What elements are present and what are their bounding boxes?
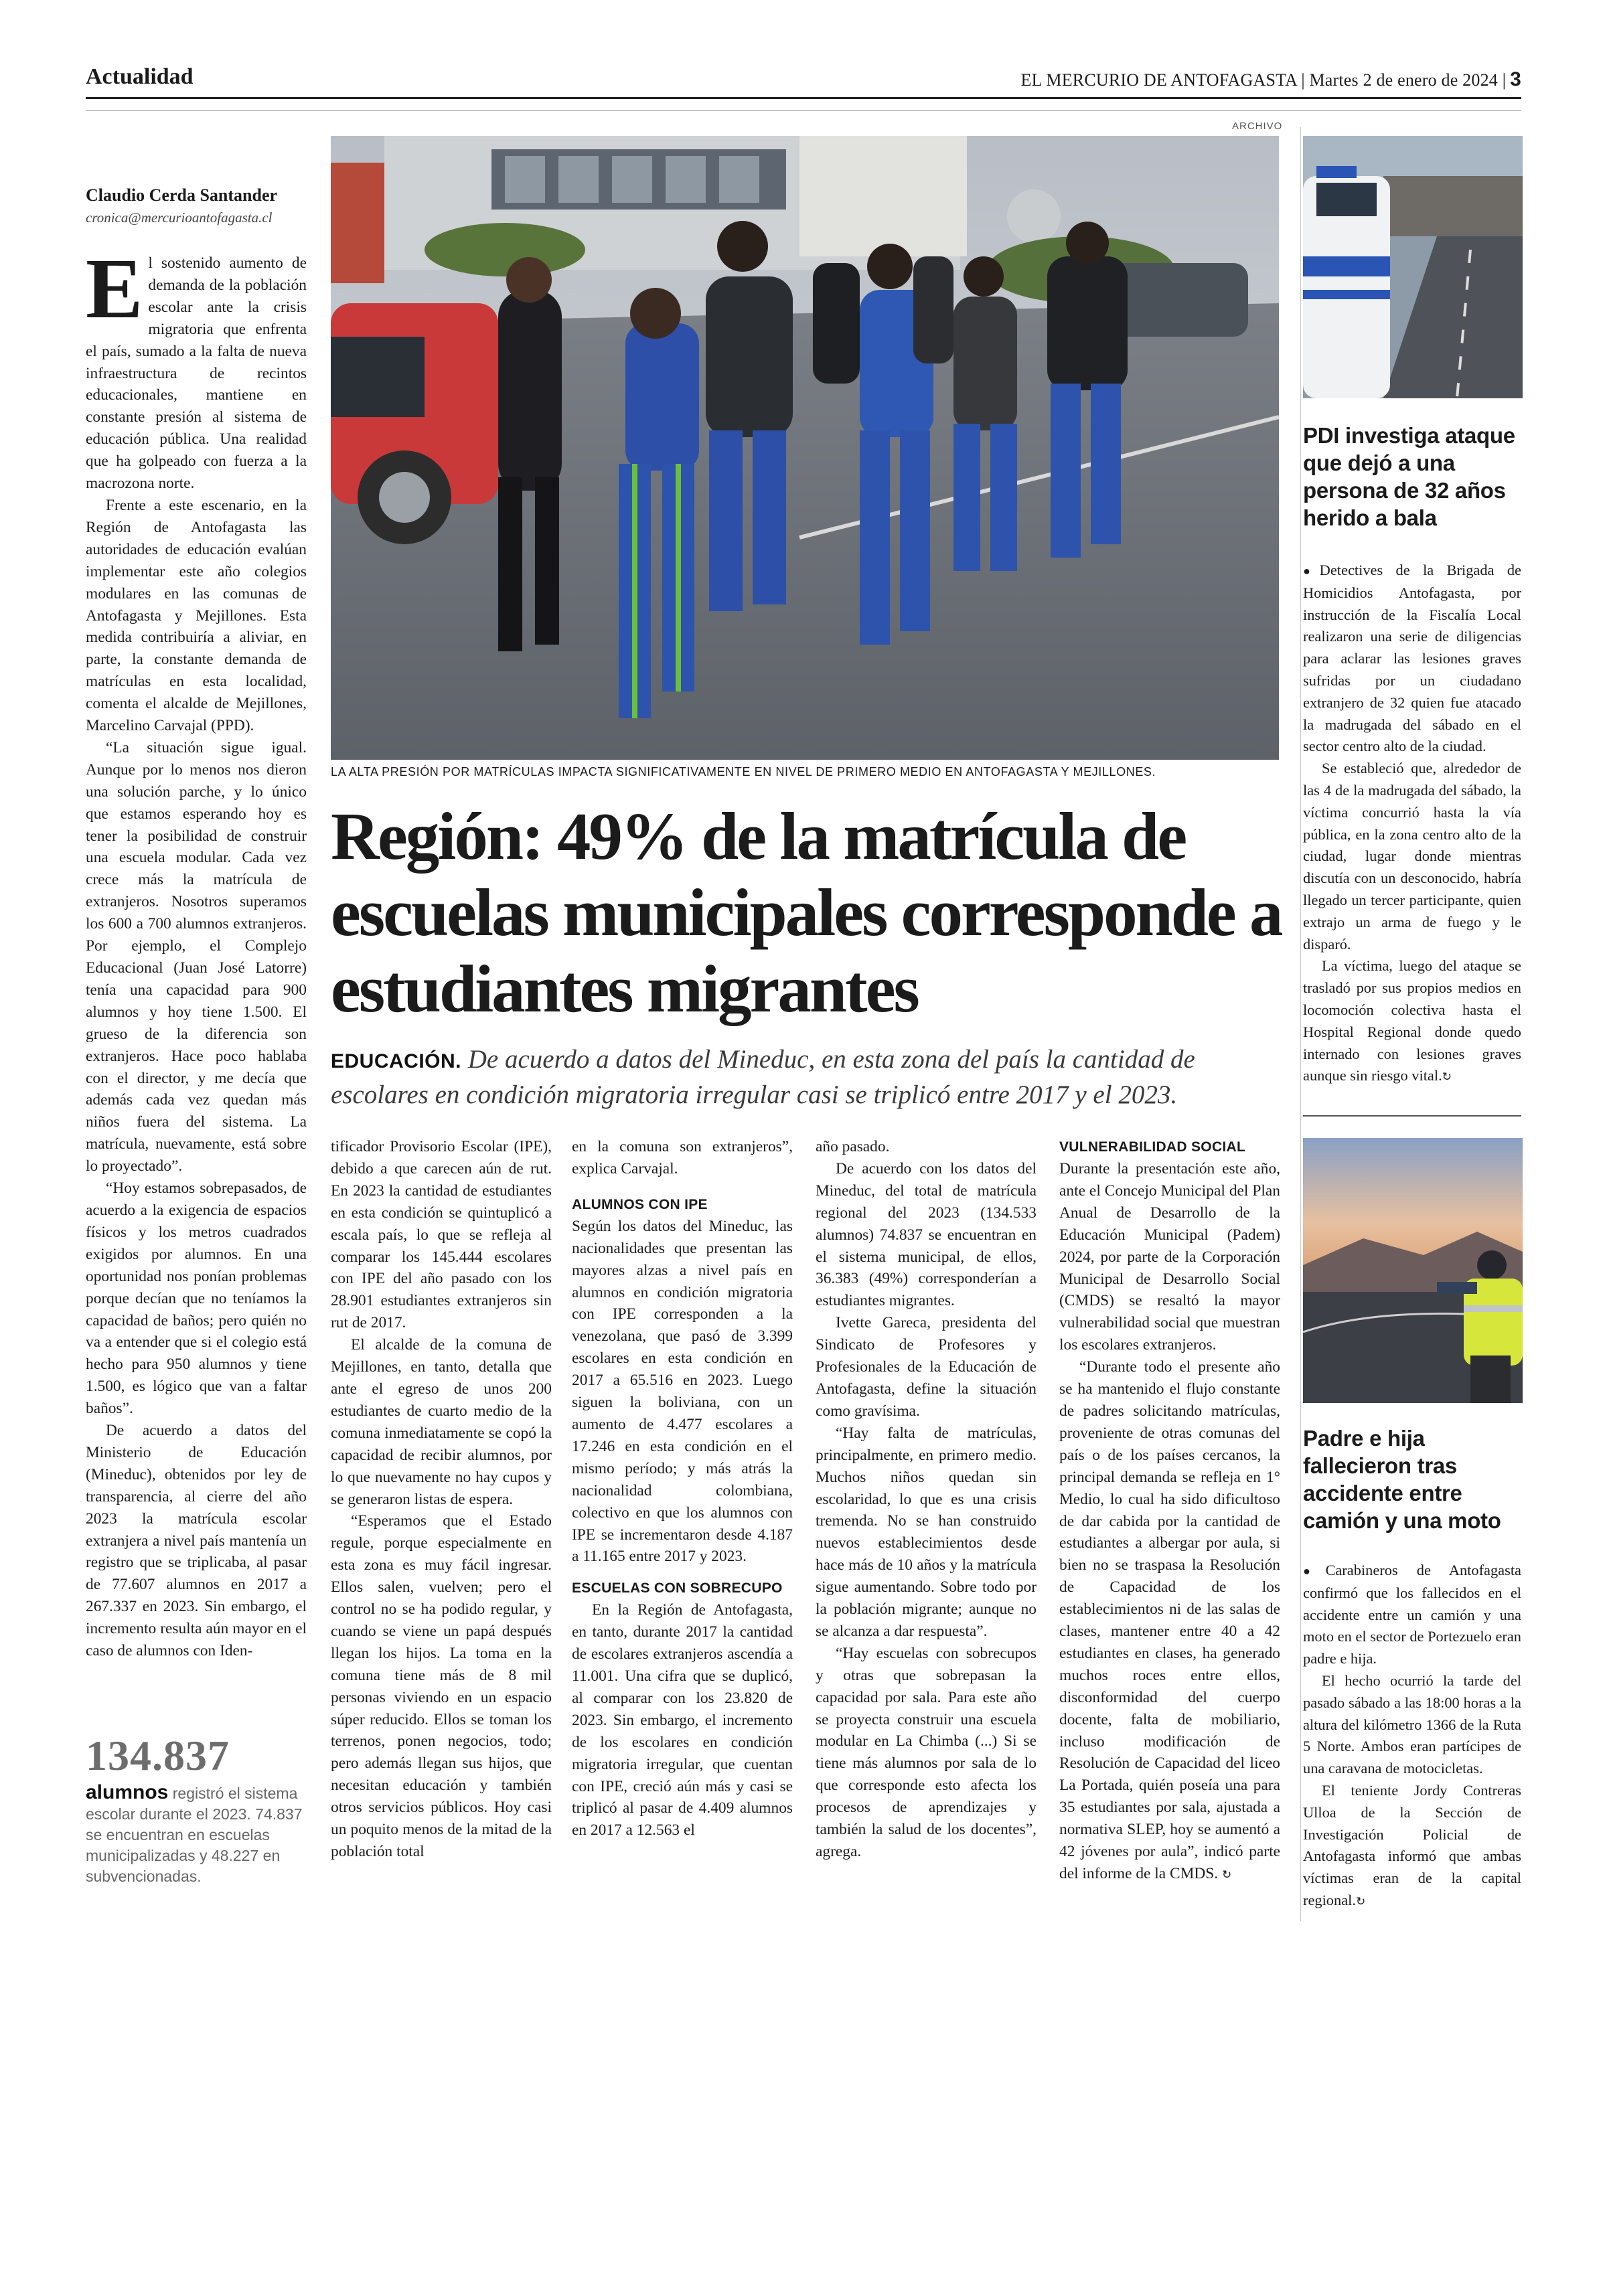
paragraph: “Hay escuelas con sobrecupos y otras que sobrepasan la capacidad por sala. Para este año se proyecta construir una escuela modular en La Chimba (...) Si se tiene más alumnos por sala de lo que corresponde esto afecta los procesos de aprendizajes y también la salud de los docentes”, agrega.	[816, 1644, 1037, 1860]
paragraph: De acuerdo con los datos del Mineduc, del total de matrícula regional del 2023 (134.533 alumnos) 74.837 se encuentran en el sistema municipal, de ellos, 36.383 (49%) corresponderían a estudiantes migrantes.	[816, 1159, 1037, 1310]
paragraph: El alcalde de la comuna de Mejillones, en tanto, detalla que ante el egreso de unos 200 estudiantes de cuarto medio de la comuna inmediatamente se copó la capacidad de recibir alumnos, por lo que nuevamente no hay cupos y se generaron listas de espera.	[331, 1336, 552, 1508]
article-column-3	[572, 1136, 793, 1841]
paragraph	[1303, 955, 1521, 1088]
paragraph: en la comuna son extranjeros”, explica Carvajal.	[572, 1138, 793, 1177]
lead-text: De acuerdo a datos del Mineduc, en esta zona del país la cantidad de escolares en condición migratoria irregular casi se triplicó entre 2017 y el 2023.	[331, 1045, 1195, 1109]
paragraph-text: El teniente Jordy Contreras Ulloa de la Sección de Investigación Policial de Antofagasta informó que ambas víctimas eran de la capital regional.	[1303, 1781, 1521, 1908]
byline-email[interactable]: cronica@mercurioantofagasta.cl	[86, 210, 273, 226]
stat-label: alumnos	[86, 1781, 169, 1803]
paragraph-text: “Durante todo el presente año se ha mantenido el flujo constante de padres solicitando matrículas, proveniente de otras comunas del país o de los países cercanos, la principal demanda se refleja en 1° Medio, lo cual ha sido dificultoso de dar cabida por la cantidad de estudiantes a albergar por aula, si bien no se traspasa la Resolución de Capacidad de los establecimientos ni de las salas de clases, mantener entre 40 a 42 estudiantes en clases, ha generado muchos roces entre ellos, disconformidad del cuerpo docente, falta de mobiliario, incluso modificación de Resolución de Capacidad del liceo La Portada, quién poseía una para 35 estudiantes por sala, ajustada a normativa SLEP, hoy se aumentó a 42 jóvenes por aula”, indicó parte del informe de la CMDS.	[1059, 1358, 1280, 1882]
paragraph-text: Detectives de la Brigada de Homicidios Antofagasta, por instrucción de la Fiscalía Local realizaron una serie de diligencias para aclarar las lesiones graves sufridas por un ciudadano extranjero de 32 quien fue atacado la madrugada del sábado en el sector centro alto de la ciudad.	[1303, 562, 1521, 755]
masthead-separator: |	[1296, 70, 1310, 90]
paragraph: Se estableció que, alrededor de las 4 de la madrugada del sábado, la víctima concurrió hasta la vía pública, en la zona centro alto de la ciudad, lugar donde mientras discutía con un desconocido, habría llegado un tercer participante, quien extrajo un arma de fuego y le disparó.	[1303, 760, 1521, 953]
paragraph: En la Región de Antofagasta, en tanto, durante 2017 la cantidad de escolares extranjeros ascendía a 11.001. Una cifra que se duplicó, al comparar con los 23.820 de 2023. Sin embargo, el incremento de los escolares en condición migratoria irregular, que cuentan con IPE, creció aún más y casi se triplicó al pasar de 4.409 alumnos en 2017 a 12.563 el	[572, 1601, 793, 1839]
sidebar-story-2	[1303, 1560, 1521, 1913]
article-column-2	[331, 1136, 552, 1863]
paragraph-text: l sostenido aumento de demanda de la población escolar ante la crisis migratoria que enfrenta el país, sumado a la falta de nueva infraestructura de recintos educacionales, mantiene en constante presión al sistema de educación pública. Una realidad que ha golpeado con fuerza a la macrozona norte.	[86, 254, 307, 493]
highway-officer-image	[1303, 1138, 1523, 1403]
paragraph-text: Carabineros de Antofagasta confirmó que los fallecidos en el accidente entre un camión y una moto en el sector de Portezuelo eran padre e hija.	[1303, 1562, 1521, 1667]
stat-text: registró el sistema escolar durante el 2023. 74.837 se encuentran en escuelas municipalizadas y 48.227 en subvencionadas.	[86, 1785, 303, 1885]
photo-caption: LA ALTA PRESIÓN POR MATRÍCULAS IMPACTA SIGNIFICATIVAMENTE EN NIVEL DE PRIMERO MEDIO EN ANTOFAGASTA Y MEJILLONES.	[331, 765, 1156, 778]
paragraph: tificador Provisorio Escolar (IPE), debido a que carecen aún de rut. En 2023 la cantidad de estudiantes en esta condición se quintuplicó a escala país, lo que se refleja al comparar los 145.444 escolares con IPE del año pasado con los 28.901 estudiantes extranjeros sin rut de 2017.	[331, 1138, 552, 1332]
lead	[331, 1043, 1282, 1112]
end-mark-icon: ↻	[1221, 1868, 1232, 1882]
publication-name: EL MERCURIO DE ANTOFAGASTA	[1020, 70, 1297, 90]
sidebar-story-1	[1303, 560, 1521, 1088]
main-photo	[331, 136, 1279, 760]
paragraph: De acuerdo a datos del Ministerio de Educación (Mineduc), obtenidos por ley de transparencia, al cierre del año 2023 la matrícula escolar extranjera a nivel país mantenía un registro que se triplicaba, al pasar de 77.607 alumnos en 2017 a 267.337 en 2023. Sin embargo, el incremento resulta aún mayor en el caso de alumnos con Iden-	[86, 1422, 307, 1660]
article-column-5	[1059, 1136, 1280, 1886]
paragraph: Ivette Gareca, presidenta del Sindicato de Profesores y Profesionales de la Educación de Antofagasta, define la situación como gravísima.	[816, 1314, 1037, 1420]
subheading: ESCUELAS CON SOBRECUPO	[572, 1580, 783, 1596]
masthead	[1020, 68, 1521, 91]
photo-credit: ARCHIVO	[1232, 120, 1283, 132]
header-rule-thin	[86, 110, 1521, 111]
page-number: 3	[1510, 68, 1521, 90]
paragraph: El hecho ocurrió la tarde del pasado sábado a las 18:00 horas a la altura del kilómetro 1366 de la Ruta 5 Norte. Ambos eran partícipes de una caravana de motocicletas.	[1303, 1671, 1521, 1777]
header-rule	[86, 97, 1521, 99]
sidebar-headline-1: PDI investiga ataque que dejó a una persona de 32 años herido a bala	[1303, 423, 1515, 530]
paragraph: Según los datos del Mineduc, las nacionalidades que presentan las mayores alzas a nivel país en alumnos en condición migratoria con IPE corresponden a la venezolana, que pasó de 3.399 escolares en esta condición en 2017 a 65.516 en 2023. Luego siguen la boliviana, con un aumento de 4.477 escolares a 17.246 en esta condición en el mismo período; y más atrás la nacionalidad colombiana, colectivo en que los alumnos con IPE se incrementaron desde 4.187 a 11.165 entre 2017 y 2023.	[572, 1217, 793, 1566]
paragraph-text: La víctima, luego del ataque se trasladó por sus propios medios en locomoción colectiva hasta el Hospital Regional donde quedo internado con lesiones graves aunque sin riesgo vital.	[1303, 957, 1521, 1084]
stat-number: 134.837	[86, 1732, 230, 1779]
sidebar-headline-2: Padre e hija fallecieron tras accidente entre camión y una moto	[1303, 1426, 1501, 1533]
masthead-pipe: |	[1498, 70, 1507, 90]
subheading: ALUMNOS CON IPE	[572, 1196, 708, 1212]
paragraph: “La situación sigue igual. Aunque por lo menos nos dieron una solución parche, y lo único que estamos esperando hoy es tener la posibilidad de construir una escuela modular. Cada vez crece más la matrícula de extranjeros. Nosotros superamos los 600 a 700 alumnos extranjeros. Por ejemplo, el Complejo Educacional (Juan José Latorre) tenía una capacidad para 900 alumnos y hoy tiene 1.500. El grueso de la diferencia son extranjeros. Hace poco hablaba con el director, y me decía que además cada vez quedan más niños fuera del sistema. La matrícula, nuevamente, está sobre lo proyectado”.	[86, 738, 307, 1175]
paragraph	[1303, 1780, 1521, 1913]
paragraph	[1303, 1560, 1521, 1670]
bullet-icon: ●	[1303, 564, 1320, 578]
headline: Región: 49% de la matrícula de escuelas municipales corresponde a estudiantes migrantes	[331, 799, 1282, 1026]
stat-description	[86, 1782, 307, 1887]
police-car-image	[1303, 136, 1523, 398]
article-column-1	[86, 241, 307, 1662]
paragraph: “Hay falta de matrículas, principalmente, en primero medio. Muchos niños quedan sin escolaridad, lo que es una crisis tremenda. No se han construido nuevos establecimientos desde hace más de 10 años y la matrícula sigue aumentando. Sobre todo por la población migrante; aunque no se alcanza a dar respuesta”.	[816, 1424, 1037, 1640]
drop-cap: E	[86, 241, 143, 336]
police-car-photo	[1303, 136, 1523, 398]
paragraph: Frente a este escenario, en la Región de Antofagasta las autoridades de educación evalúan implementar este año colegios modulares en las comunas de Antofagasta y Mejillones. Esta medida contribuiría a aliviar, en parte, la constante demanda de matrículas en esta localidad, comenta el alcalde de Mejillones, Marcelino Carvajal (PPD).	[86, 496, 307, 735]
paragraph: año pasado.	[816, 1138, 890, 1155]
paragraph: “Esperamos que el Estado regule, porque especialmente en esta zona es muy fácil ingresar. Ellos salen, vuelven; pero el control no se ha podido regular, y cuando se viene un papá después llegan los hijos. La toma en la comuna tiene más de 8 mil personas viviendo en un espacio súper reducido. Ellos se toman los terrenos, ponen negocios, todo; pero además llegan sus hijos, que necesitan educación y también otros servicios públicos. Hoy casi un poquito menos de la mitad de la población total	[331, 1512, 552, 1860]
section-name: Actualidad	[86, 64, 194, 89]
highway-photo	[1303, 1138, 1523, 1403]
end-mark-icon: ↻	[1442, 1070, 1452, 1084]
paragraph: Durante la presentación este año, ante el Concejo Municipal del Plan Anual de Desarrollo de la Educación Municipal (Padem) 2024, por parte de la Corporación Municipal de Desarrollo Social (CMDS) se resaltó la mayor vulnerabilidad social que muestran los escolares extranjeros.	[1059, 1160, 1280, 1354]
lead-kicker: EDUCACIÓN.	[331, 1050, 462, 1072]
issue-date: Martes 2 de enero de 2024	[1309, 70, 1498, 90]
paragraph: “Hoy estamos sobrepasados, de acuerdo a la exigencia de espacios físicos y los metros cuadrados exigidos por alumnos. En una oportunidad nos ponían problemas porque decían que no teníamos la capacidad de baños; pero quién no va a entender que si el colegio está hecho para 950 alumnos y tiene 1.500, es lógico que van a faltar baños”.	[86, 1179, 307, 1418]
students-walking-photo	[331, 136, 1279, 760]
sidebar-separator	[1303, 1115, 1521, 1117]
article-column-4	[816, 1136, 1037, 1863]
sidebar-divider	[1300, 127, 1301, 1921]
bullet-icon: ●	[1303, 1564, 1326, 1578]
end-mark-icon: ↻	[1355, 1894, 1366, 1908]
subheading: VULNERABILIDAD SOCIAL	[1059, 1139, 1246, 1155]
paragraph	[1059, 1356, 1280, 1886]
byline-name: Claudio Cerda Santander	[86, 185, 278, 205]
paragraph	[86, 241, 307, 495]
paragraph	[1303, 560, 1521, 758]
